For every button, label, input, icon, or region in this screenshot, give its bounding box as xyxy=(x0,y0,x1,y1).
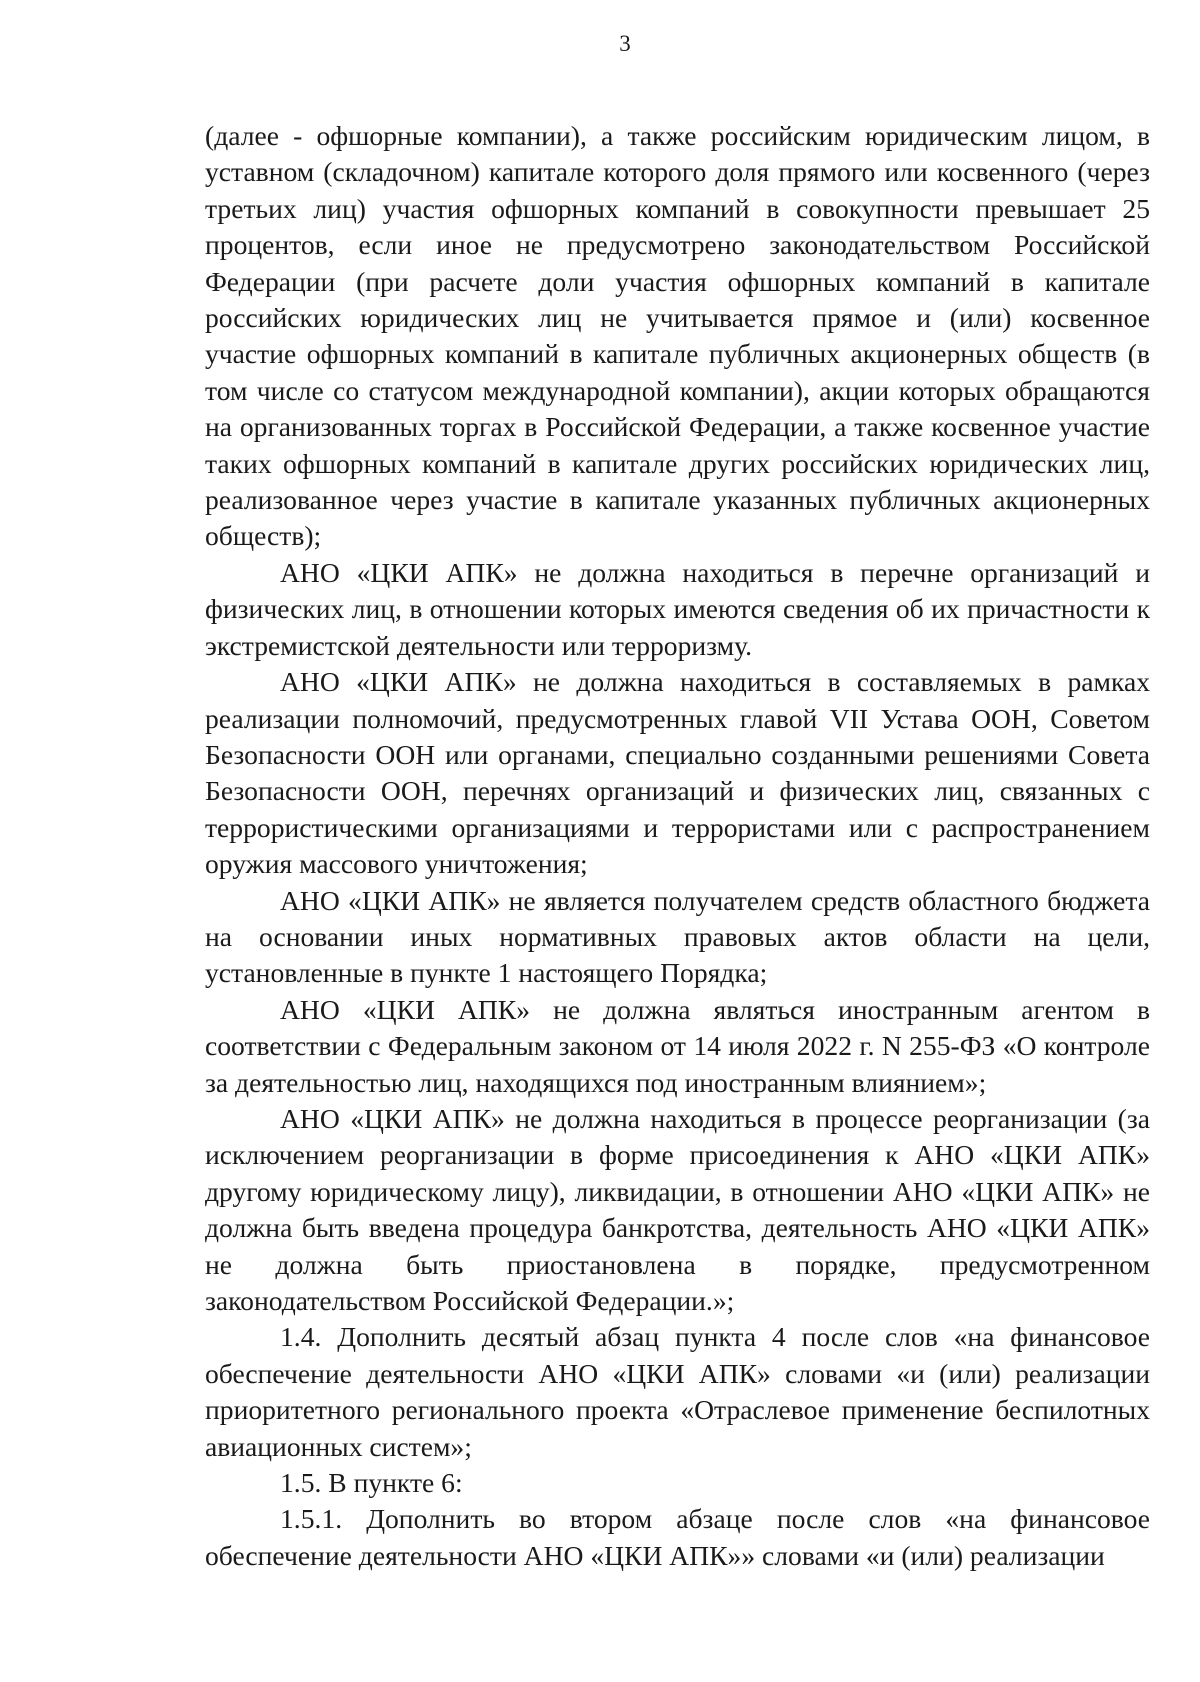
paragraph-item-1-5-1: 1.5.1. Дополнить во втором абзаце после слов «на финансовое обеспечение деятельности АНО «ЦКИ АПК»» словами «и (или) реализации xyxy=(205,1503,1150,1571)
paragraph-offshore-continuation: (далее - офшорные компании), а также российским юридическим лицом, в уставном (складочном) капитале которого доля прямого или косвенного (через третьих лиц) участия офшорных компаний в совокупности превышает 25 процентов, если иное не предусмотрено законодательством Российской Федерации (при расчете доли участия офшорных компаний в капитале российских юридических лиц не учитывается прямое и (или) косвенное участие офшорных компаний в капитале публичных акционерных обществ (в том числе со статусом международной компании), акции которых обращаются на организованных торгах в Российской Федерации, а также косвенное участие таких офшорных компаний в капитале других российских юридических лиц, реализованное через участие в капитале указанных публичных акционерных обществ); xyxy=(205,120,1150,552)
page-number: 3 xyxy=(619,31,631,56)
paragraph-reorganization: АНО «ЦКИ АПК» не должна находиться в процессе реорганизации (за исключением реорганизации в форме присоединения к АНО «ЦКИ АПК» другому юридическому лицу), ликвидации, в отношении АНО «ЦКИ АПК» не должна быть введена процедура банкротства, деятельность АНО «ЦКИ АПК» не должна быть приостановлена в порядке, предусмотренном законодательством Российской Федерации.»; xyxy=(205,1102,1150,1316)
paragraph-un-security-council: АНО «ЦКИ АПК» не должна находиться в составляемых в рамках реализации полномочий, предусмотренных главой VII Устава ООН, Советом Безопасности ООН или органами, специально созданными решениями Совета Безопасности ООН, перечнях организаций и физических лиц, связанных с террористическими организациями и террористами или с распространением оружия массового уничтожения; xyxy=(205,666,1150,880)
document-body xyxy=(205,118,1150,1574)
paragraph-extremism-list: АНО «ЦКИ АПК» не должна находиться в перечне организаций и физических лиц, в отношении которых имеются сведения об их причастности к экстремистской деятельности или терроризму. xyxy=(205,556,1150,661)
paragraph-item-1-5: 1.5. В пункте 6: xyxy=(280,1467,463,1499)
paragraph-budget-recipient: АНО «ЦКИ АПК» не является получателем средств областного бюджета на основании иных нормативных правовых актов области на цели, установленные в пункте 1 настоящего Порядка; xyxy=(205,884,1150,989)
paragraph-item-1-4: 1.4. Дополнить десятый абзац пункта 4 после слов «на финансовое обеспечение деятельности АНО «ЦКИ АПК» словами «и (или) реализации приоритетного регионального проекта «Отраслевое применение беспилотных авиационных систем»; xyxy=(205,1321,1150,1462)
paragraph-foreign-agent: АНО «ЦКИ АПК» не должна являться иностранным агентом в соответствии с Федеральным законом от 14 июля 2022 г. N 255-ФЗ «О контроле за деятельностью лиц, находящихся под иностранным влиянием»; xyxy=(205,993,1150,1098)
